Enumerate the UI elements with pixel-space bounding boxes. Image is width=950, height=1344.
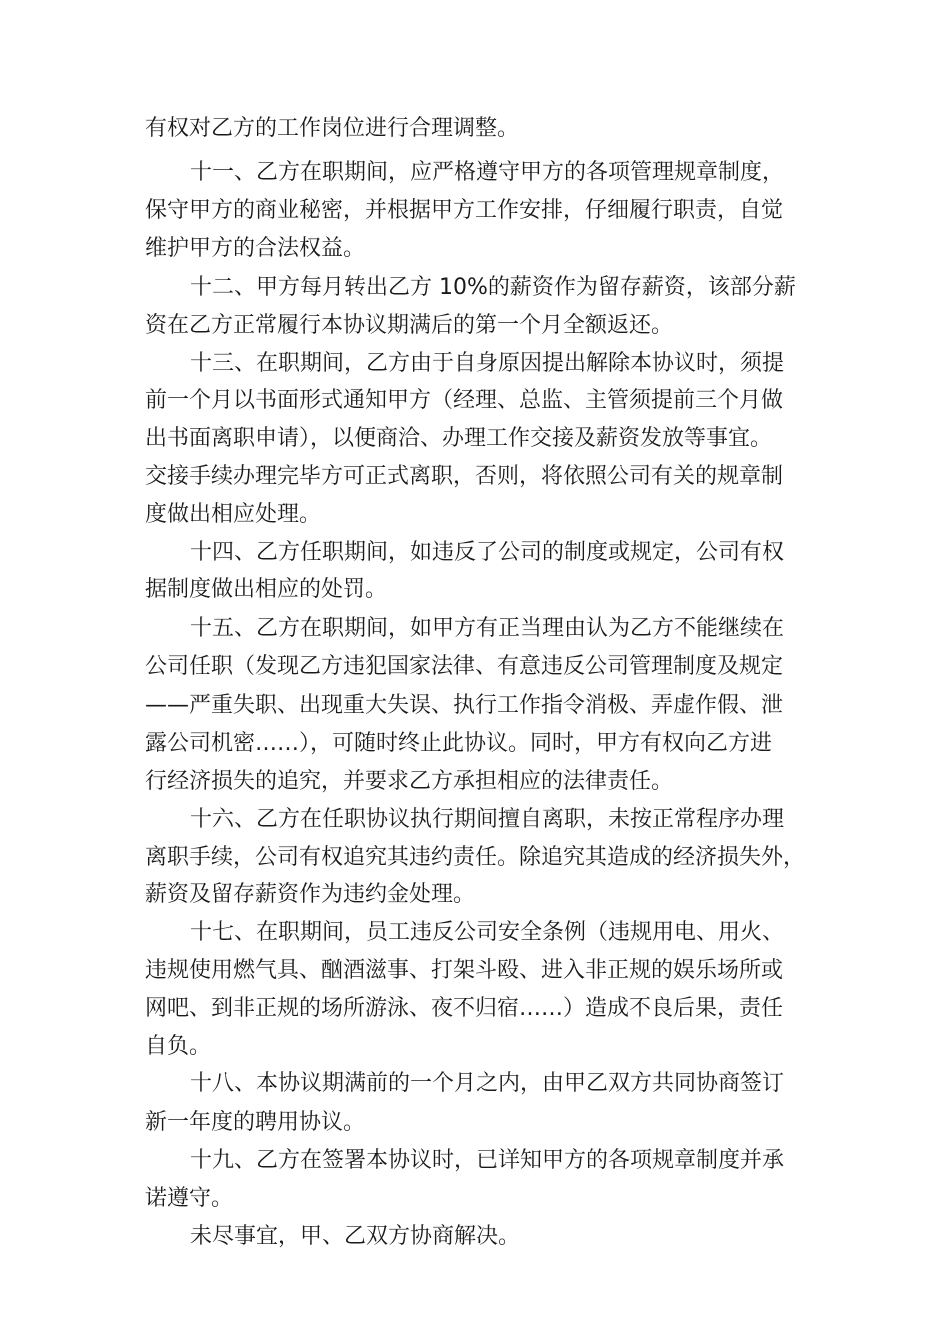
text-line: 维护甲方的合法权益。 — [145, 236, 366, 261]
text-line: 资在乙方正常履行本协议期满后的第一个月全额返还。 — [145, 313, 674, 338]
text-line: 薪资及留存薪资作为违约金处理。 — [145, 882, 476, 907]
text-line: 度做出相应处理。 — [145, 502, 322, 527]
text-line: 十六、乙方在任职协议执行期间擅自离职，未按正常程序办理 — [190, 807, 785, 832]
text-line: 出书面离职申请），以便商洽、办理工作交接及薪资发放等事宜。 — [145, 426, 773, 451]
text-line: 前一个月以书面形式通知甲方（经理、总监、主管须提前三个月做 — [145, 388, 784, 413]
text-line: 十八、本协议期满前的一个月之内，由甲乙双方共同协商签订 — [190, 1071, 785, 1096]
text-line: 十一、乙方在职期间，应严格遵守甲方的各项管理规章制度， — [190, 160, 785, 185]
text-line: 十二、甲方每月转出乙方 10%的薪资作为留存薪资，该部分薪 — [190, 275, 796, 300]
text-line: 据制度做出相应的处罚。 — [145, 577, 388, 602]
text-line: 十九、乙方在签署本协议时，已详知甲方的各项规章制度并承 — [190, 1148, 785, 1173]
text-line: 十四、乙方任职期间，如违反了公司的制度或规定，公司有权 — [190, 540, 785, 565]
text-line: 十三、在职期间，乙方由于自身原因提出解除本协议时，须提 — [190, 351, 785, 376]
text-line: 露公司机密……），可随时终止此协议。同时，甲方有权向乙方进 — [145, 731, 773, 756]
text-line: 十五、乙方在职期间，如甲方有正当理由认为乙方不能继续在 — [190, 616, 785, 641]
text-line: 有权对乙方的工作岗位进行合理调整。 — [145, 116, 520, 141]
text-line: 未尽事宜，甲、乙双方协商解决。 — [190, 1224, 521, 1249]
text-line: 交接手续办理完毕方可正式离职，否则，将依照公司有关的规章制 — [145, 464, 784, 489]
text-line: 离职手续，公司有权追究其违约责任。除追究其造成的经济损失外， — [145, 845, 806, 870]
text-line: 十七、在职期间，员工违反公司安全条例（违规用电、用火、 — [190, 920, 785, 945]
text-line: 新一年度的聘用协议。 — [145, 1110, 366, 1135]
text-line: 网吧、到非正规的场所游泳、夜不归宿……）造成不良后果，责任 — [145, 996, 784, 1021]
text-line: 自负。 — [145, 1034, 212, 1059]
text-line: ——严重失职、出现重大失误、执行工作指令消极、弄虚作假、泄 — [145, 693, 784, 718]
text-line: 行经济损失的追究，并要求乙方承担相应的法律责任。 — [145, 769, 674, 794]
text-line: 公司任职（发现乙方违犯国家法律、有意违反公司管理制度及规定 — [145, 654, 784, 679]
text-line: 保守甲方的商业秘密，并根据甲方工作安排，仔细履行职责，自觉 — [145, 198, 784, 223]
text-line: 诺遵守。 — [145, 1186, 234, 1211]
text-line: 违规使用燃气具、酗酒滋事、打架斗殴、进入非正规的娱乐场所或 — [145, 958, 784, 983]
